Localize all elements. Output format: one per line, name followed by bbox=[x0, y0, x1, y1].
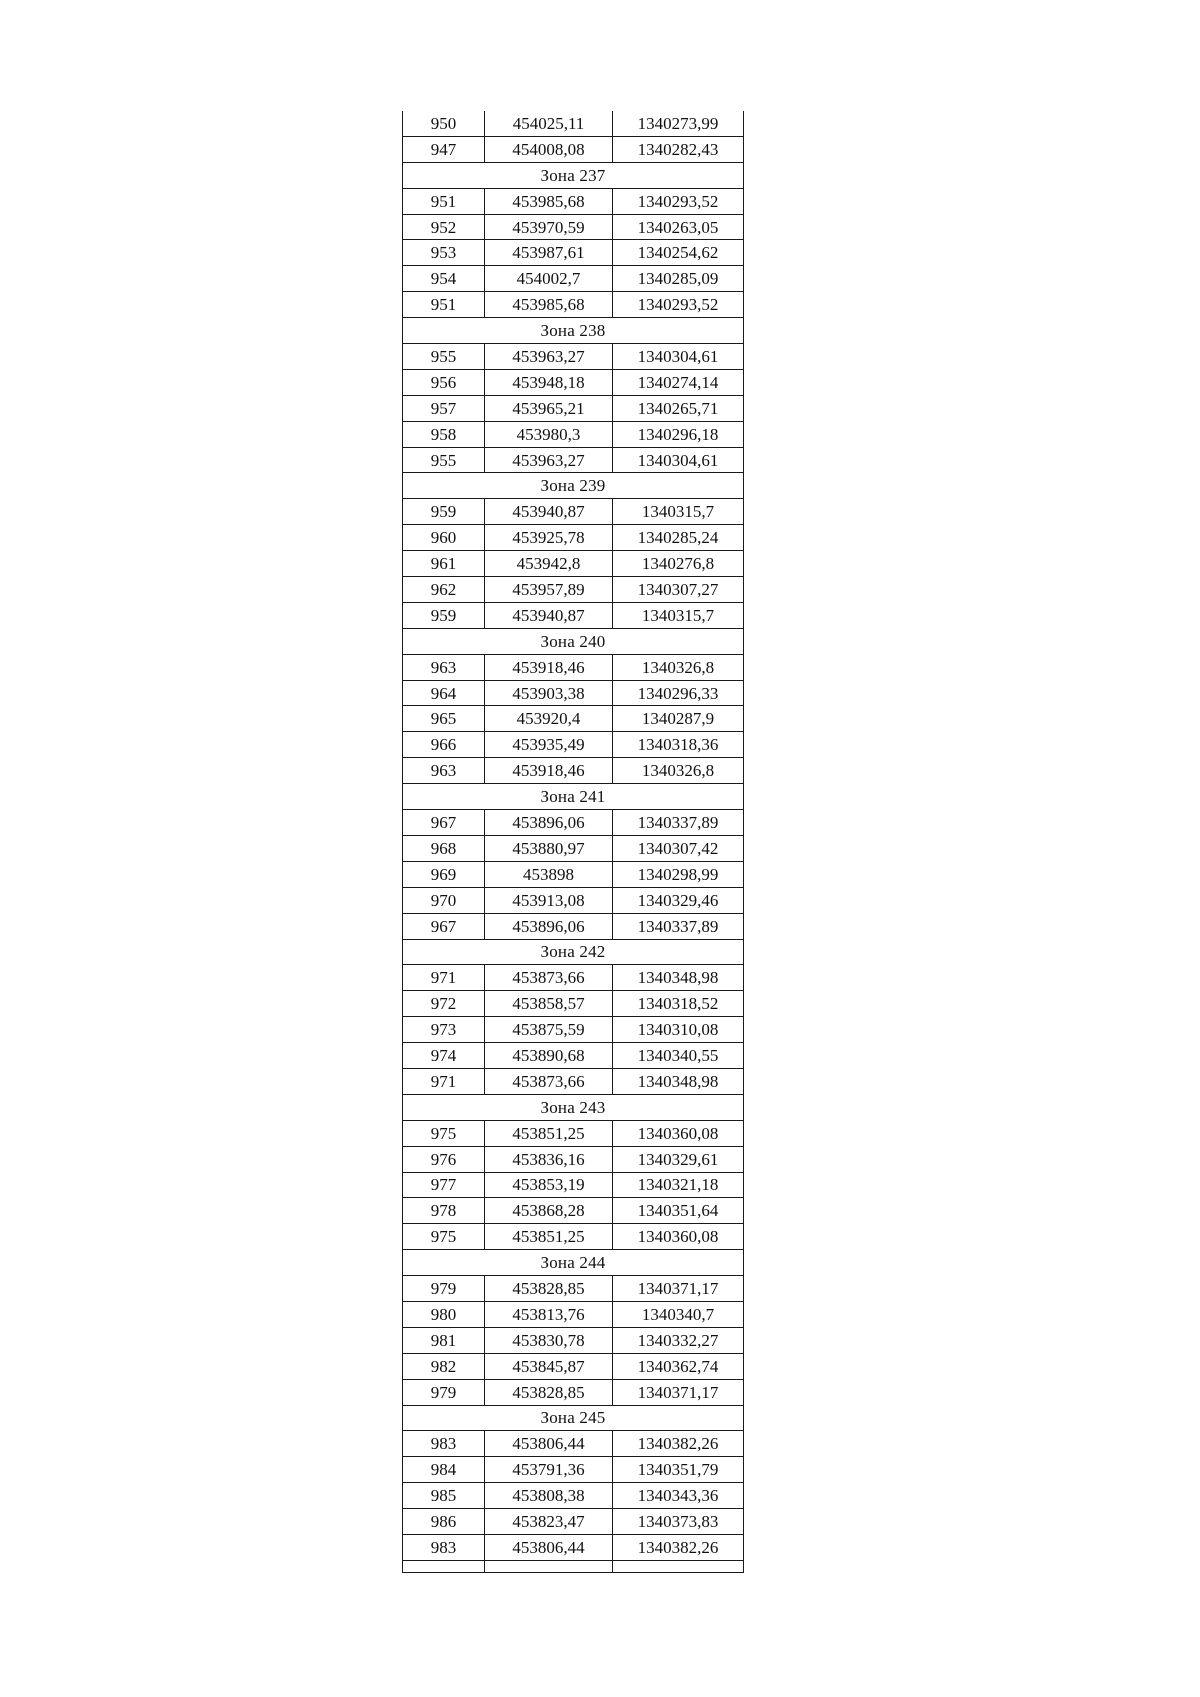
point-number-cell: 979 bbox=[403, 1276, 485, 1302]
y-coordinate-cell: 1340340,7 bbox=[613, 1301, 744, 1327]
point-number-cell: 982 bbox=[403, 1353, 485, 1379]
zone-label: Зона 237 bbox=[403, 162, 744, 188]
point-number-cell: 975 bbox=[403, 1224, 485, 1250]
point-number-cell: 971 bbox=[403, 1068, 485, 1094]
point-number-cell: 983 bbox=[403, 1534, 485, 1560]
x-coordinate-cell: 453896,06 bbox=[485, 913, 613, 939]
table-row bbox=[403, 1379, 744, 1405]
point-number-cell: 961 bbox=[403, 551, 485, 577]
y-coordinate-cell: 1340321,18 bbox=[613, 1172, 744, 1198]
zone-header-row bbox=[403, 473, 744, 499]
table-row bbox=[403, 810, 744, 836]
x-coordinate-cell: 453845,87 bbox=[485, 1353, 613, 1379]
y-coordinate-cell: 1340276,8 bbox=[613, 551, 744, 577]
point-number-cell: 980 bbox=[403, 1301, 485, 1327]
table-row bbox=[403, 1198, 744, 1224]
empty-row bbox=[403, 1560, 744, 1572]
point-number-cell: 962 bbox=[403, 577, 485, 603]
point-number-cell: 951 bbox=[403, 188, 485, 214]
point-number-cell: 963 bbox=[403, 758, 485, 784]
table-row bbox=[403, 240, 744, 266]
zone-header-row bbox=[403, 784, 744, 810]
zone-header-row bbox=[403, 162, 744, 188]
x-coordinate-cell: 453920,4 bbox=[485, 706, 613, 732]
x-coordinate-cell: 453806,44 bbox=[485, 1431, 613, 1457]
point-number-cell: 955 bbox=[403, 344, 485, 370]
x-coordinate-cell: 454008,08 bbox=[485, 136, 613, 162]
x-coordinate-cell: 453890,68 bbox=[485, 1043, 613, 1069]
table-row bbox=[403, 654, 744, 680]
point-number-cell: 966 bbox=[403, 732, 485, 758]
table-row bbox=[403, 499, 744, 525]
x-coordinate-cell: 453985,68 bbox=[485, 292, 613, 318]
empty-cell bbox=[403, 1560, 485, 1572]
table-row bbox=[403, 525, 744, 551]
x-coordinate-cell: 453970,59 bbox=[485, 214, 613, 240]
x-coordinate-cell: 453918,46 bbox=[485, 654, 613, 680]
y-coordinate-cell: 1340287,9 bbox=[613, 706, 744, 732]
y-coordinate-cell: 1340373,83 bbox=[613, 1509, 744, 1535]
table-row bbox=[403, 887, 744, 913]
zone-label: Зона 245 bbox=[403, 1405, 744, 1431]
y-coordinate-cell: 1340304,61 bbox=[613, 447, 744, 473]
x-coordinate-cell: 453851,25 bbox=[485, 1224, 613, 1250]
table-row bbox=[403, 266, 744, 292]
y-coordinate-cell: 1340371,17 bbox=[613, 1379, 744, 1405]
zone-header-row bbox=[403, 318, 744, 344]
point-number-cell: 968 bbox=[403, 835, 485, 861]
x-coordinate-cell: 453942,8 bbox=[485, 551, 613, 577]
x-coordinate-cell: 453806,44 bbox=[485, 1534, 613, 1560]
table-row bbox=[403, 577, 744, 603]
table-row bbox=[403, 991, 744, 1017]
zone-label: Зона 242 bbox=[403, 939, 744, 965]
point-number-cell: 960 bbox=[403, 525, 485, 551]
coordinates-table bbox=[402, 111, 744, 1573]
zone-header-row bbox=[403, 1094, 744, 1120]
x-coordinate-cell: 453828,85 bbox=[485, 1276, 613, 1302]
point-number-cell: 963 bbox=[403, 654, 485, 680]
table-row bbox=[403, 369, 744, 395]
y-coordinate-cell: 1340296,18 bbox=[613, 421, 744, 447]
table-row bbox=[403, 835, 744, 861]
table-row bbox=[403, 551, 744, 577]
zone-header-row bbox=[403, 628, 744, 654]
zone-label: Зона 239 bbox=[403, 473, 744, 499]
table-row bbox=[403, 1353, 744, 1379]
y-coordinate-cell: 1340332,27 bbox=[613, 1327, 744, 1353]
point-number-cell: 951 bbox=[403, 292, 485, 318]
y-coordinate-cell: 1340360,08 bbox=[613, 1120, 744, 1146]
table-row bbox=[403, 188, 744, 214]
y-coordinate-cell: 1340382,26 bbox=[613, 1431, 744, 1457]
y-coordinate-cell: 1340329,61 bbox=[613, 1146, 744, 1172]
x-coordinate-cell: 453896,06 bbox=[485, 810, 613, 836]
y-coordinate-cell: 1340282,43 bbox=[613, 136, 744, 162]
x-coordinate-cell: 453963,27 bbox=[485, 344, 613, 370]
table-row bbox=[403, 1327, 744, 1353]
y-coordinate-cell: 1340326,8 bbox=[613, 654, 744, 680]
table-row bbox=[403, 395, 744, 421]
x-coordinate-cell: 453957,89 bbox=[485, 577, 613, 603]
point-number-cell: 967 bbox=[403, 810, 485, 836]
table-row bbox=[403, 292, 744, 318]
x-coordinate-cell: 453935,49 bbox=[485, 732, 613, 758]
point-number-cell: 985 bbox=[403, 1483, 485, 1509]
table-row bbox=[403, 136, 744, 162]
y-coordinate-cell: 1340337,89 bbox=[613, 913, 744, 939]
y-coordinate-cell: 1340307,27 bbox=[613, 577, 744, 603]
table-row bbox=[403, 1224, 744, 1250]
y-coordinate-cell: 1340348,98 bbox=[613, 965, 744, 991]
x-coordinate-cell: 453948,18 bbox=[485, 369, 613, 395]
y-coordinate-cell: 1340362,74 bbox=[613, 1353, 744, 1379]
table-row bbox=[403, 1509, 744, 1535]
y-coordinate-cell: 1340343,36 bbox=[613, 1483, 744, 1509]
x-coordinate-cell: 453987,61 bbox=[485, 240, 613, 266]
y-coordinate-cell: 1340329,46 bbox=[613, 887, 744, 913]
empty-cell bbox=[613, 1560, 744, 1572]
x-coordinate-cell: 453940,87 bbox=[485, 602, 613, 628]
table-row bbox=[403, 1276, 744, 1302]
table-row bbox=[403, 1483, 744, 1509]
point-number-cell: 952 bbox=[403, 214, 485, 240]
y-coordinate-cell: 1340307,42 bbox=[613, 835, 744, 861]
x-coordinate-cell: 453823,47 bbox=[485, 1509, 613, 1535]
x-coordinate-cell: 453873,66 bbox=[485, 965, 613, 991]
table-row bbox=[403, 1301, 744, 1327]
point-number-cell: 953 bbox=[403, 240, 485, 266]
table-row bbox=[403, 1146, 744, 1172]
point-number-cell: 954 bbox=[403, 266, 485, 292]
empty-cell bbox=[485, 1560, 613, 1572]
zone-label: Зона 238 bbox=[403, 318, 744, 344]
x-coordinate-cell: 453898 bbox=[485, 861, 613, 887]
point-number-cell: 955 bbox=[403, 447, 485, 473]
table-row bbox=[403, 344, 744, 370]
table-row bbox=[403, 680, 744, 706]
y-coordinate-cell: 1340318,52 bbox=[613, 991, 744, 1017]
x-coordinate-cell: 453851,25 bbox=[485, 1120, 613, 1146]
y-coordinate-cell: 1340371,17 bbox=[613, 1276, 744, 1302]
point-number-cell: 956 bbox=[403, 369, 485, 395]
y-coordinate-cell: 1340348,98 bbox=[613, 1068, 744, 1094]
y-coordinate-cell: 1340318,36 bbox=[613, 732, 744, 758]
table-row bbox=[403, 1043, 744, 1069]
point-number-cell: 947 bbox=[403, 136, 485, 162]
zone-label: Зона 241 bbox=[403, 784, 744, 810]
y-coordinate-cell: 1340285,24 bbox=[613, 525, 744, 551]
zone-label: Зона 244 bbox=[403, 1250, 744, 1276]
x-coordinate-cell: 453903,38 bbox=[485, 680, 613, 706]
x-coordinate-cell: 453925,78 bbox=[485, 525, 613, 551]
y-coordinate-cell: 1340254,62 bbox=[613, 240, 744, 266]
x-coordinate-cell: 453913,08 bbox=[485, 887, 613, 913]
table-row bbox=[403, 706, 744, 732]
point-number-cell: 967 bbox=[403, 913, 485, 939]
y-coordinate-cell: 1340273,99 bbox=[613, 111, 744, 136]
y-coordinate-cell: 1340360,08 bbox=[613, 1224, 744, 1250]
y-coordinate-cell: 1340315,7 bbox=[613, 499, 744, 525]
y-coordinate-cell: 1340351,64 bbox=[613, 1198, 744, 1224]
x-coordinate-cell: 453868,28 bbox=[485, 1198, 613, 1224]
point-number-cell: 965 bbox=[403, 706, 485, 732]
table-row bbox=[403, 447, 744, 473]
y-coordinate-cell: 1340265,71 bbox=[613, 395, 744, 421]
y-coordinate-cell: 1340337,89 bbox=[613, 810, 744, 836]
table-row bbox=[403, 1534, 744, 1560]
point-number-cell: 981 bbox=[403, 1327, 485, 1353]
x-coordinate-cell: 454025,11 bbox=[485, 111, 613, 136]
table-row bbox=[403, 1431, 744, 1457]
x-coordinate-cell: 453875,59 bbox=[485, 1017, 613, 1043]
y-coordinate-cell: 1340285,09 bbox=[613, 266, 744, 292]
table-row bbox=[403, 111, 744, 136]
y-coordinate-cell: 1340293,52 bbox=[613, 292, 744, 318]
x-coordinate-cell: 453853,19 bbox=[485, 1172, 613, 1198]
y-coordinate-cell: 1340296,33 bbox=[613, 680, 744, 706]
zone-header-row bbox=[403, 1405, 744, 1431]
table-row bbox=[403, 1172, 744, 1198]
point-number-cell: 983 bbox=[403, 1431, 485, 1457]
y-coordinate-cell: 1340304,61 bbox=[613, 344, 744, 370]
x-coordinate-cell: 453836,16 bbox=[485, 1146, 613, 1172]
point-number-cell: 964 bbox=[403, 680, 485, 706]
table-row bbox=[403, 758, 744, 784]
point-number-cell: 979 bbox=[403, 1379, 485, 1405]
x-coordinate-cell: 453830,78 bbox=[485, 1327, 613, 1353]
point-number-cell: 959 bbox=[403, 602, 485, 628]
x-coordinate-cell: 453808,38 bbox=[485, 1483, 613, 1509]
point-number-cell: 986 bbox=[403, 1509, 485, 1535]
y-coordinate-cell: 1340263,05 bbox=[613, 214, 744, 240]
table-row bbox=[403, 913, 744, 939]
point-number-cell: 977 bbox=[403, 1172, 485, 1198]
point-number-cell: 975 bbox=[403, 1120, 485, 1146]
y-coordinate-cell: 1340298,99 bbox=[613, 861, 744, 887]
table-row bbox=[403, 214, 744, 240]
x-coordinate-cell: 453965,21 bbox=[485, 395, 613, 421]
point-number-cell: 969 bbox=[403, 861, 485, 887]
x-coordinate-cell: 453918,46 bbox=[485, 758, 613, 784]
x-coordinate-cell: 453880,97 bbox=[485, 835, 613, 861]
table-row bbox=[403, 1457, 744, 1483]
x-coordinate-cell: 453985,68 bbox=[485, 188, 613, 214]
table-row bbox=[403, 1120, 744, 1146]
point-number-cell: 959 bbox=[403, 499, 485, 525]
point-number-cell: 970 bbox=[403, 887, 485, 913]
table-row bbox=[403, 602, 744, 628]
point-number-cell: 950 bbox=[403, 111, 485, 136]
point-number-cell: 957 bbox=[403, 395, 485, 421]
y-coordinate-cell: 1340326,8 bbox=[613, 758, 744, 784]
table-row bbox=[403, 861, 744, 887]
y-coordinate-cell: 1340340,55 bbox=[613, 1043, 744, 1069]
table-row bbox=[403, 732, 744, 758]
point-number-cell: 978 bbox=[403, 1198, 485, 1224]
table-row bbox=[403, 1017, 744, 1043]
table-row bbox=[403, 421, 744, 447]
x-coordinate-cell: 453873,66 bbox=[485, 1068, 613, 1094]
y-coordinate-cell: 1340351,79 bbox=[613, 1457, 744, 1483]
zone-header-row bbox=[403, 939, 744, 965]
table-row bbox=[403, 965, 744, 991]
zone-label: Зона 240 bbox=[403, 628, 744, 654]
table-row bbox=[403, 1068, 744, 1094]
point-number-cell: 971 bbox=[403, 965, 485, 991]
x-coordinate-cell: 453963,27 bbox=[485, 447, 613, 473]
point-number-cell: 984 bbox=[403, 1457, 485, 1483]
x-coordinate-cell: 453813,76 bbox=[485, 1301, 613, 1327]
x-coordinate-cell: 453828,85 bbox=[485, 1379, 613, 1405]
point-number-cell: 973 bbox=[403, 1017, 485, 1043]
point-number-cell: 974 bbox=[403, 1043, 485, 1069]
point-number-cell: 976 bbox=[403, 1146, 485, 1172]
y-coordinate-cell: 1340293,52 bbox=[613, 188, 744, 214]
point-number-cell: 958 bbox=[403, 421, 485, 447]
y-coordinate-cell: 1340315,7 bbox=[613, 602, 744, 628]
x-coordinate-cell: 454002,7 bbox=[485, 266, 613, 292]
point-number-cell: 972 bbox=[403, 991, 485, 1017]
zone-header-row bbox=[403, 1250, 744, 1276]
y-coordinate-cell: 1340274,14 bbox=[613, 369, 744, 395]
y-coordinate-cell: 1340382,26 bbox=[613, 1534, 744, 1560]
y-coordinate-cell: 1340310,08 bbox=[613, 1017, 744, 1043]
coordinates-table-body bbox=[403, 111, 744, 1572]
x-coordinate-cell: 453980,3 bbox=[485, 421, 613, 447]
x-coordinate-cell: 453858,57 bbox=[485, 991, 613, 1017]
x-coordinate-cell: 453791,36 bbox=[485, 1457, 613, 1483]
x-coordinate-cell: 453940,87 bbox=[485, 499, 613, 525]
zone-label: Зона 243 bbox=[403, 1094, 744, 1120]
